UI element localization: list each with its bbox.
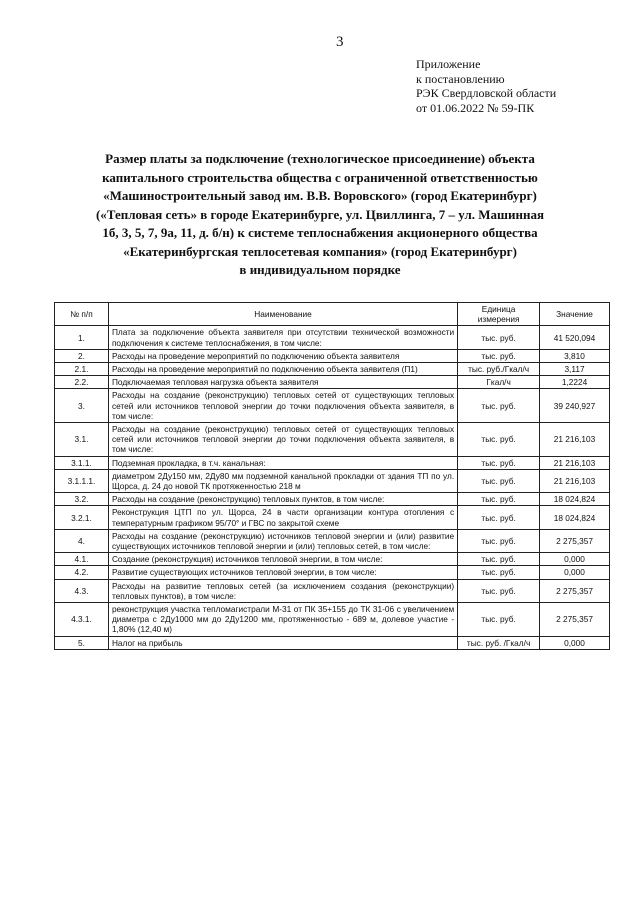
row-unit: тыс. руб. <box>458 456 540 469</box>
title-line: Размер платы за подключение (технологическое присоединение) объекта <box>105 151 535 166</box>
table-row <box>55 349 610 362</box>
appendix-block <box>416 57 556 115</box>
page-number: 3 <box>336 34 344 50</box>
document-title <box>60 150 580 280</box>
table-row <box>55 636 610 649</box>
row-unit: тыс. руб. <box>458 493 540 506</box>
row-number: 3. <box>55 389 109 423</box>
row-number: 3.1. <box>55 423 109 457</box>
row-value: 0,000 <box>540 636 610 649</box>
row-value: 3,810 <box>540 349 610 362</box>
row-unit: тыс. руб. <box>458 603 540 637</box>
row-name: Расходы на создание (реконструкцию) источников тепловой энергии и (или) развитие существующих источников тепловой энергии и (или) тепловых сетей, в том числе: <box>108 529 457 552</box>
row-number: 4.3.1. <box>55 603 109 637</box>
row-value: 39 240,927 <box>540 389 610 423</box>
title-line: «Екатеринбургская теплосетевая компания» (город Екатеринбург) <box>123 243 517 259</box>
row-value: 21 216,103 <box>540 469 610 492</box>
table-row <box>55 363 610 376</box>
row-unit: тыс. руб. <box>458 553 540 566</box>
row-unit: тыс. руб./Гкал/ч <box>458 363 540 376</box>
row-unit: тыс. руб. <box>458 423 540 457</box>
row-value: 3,117 <box>540 363 610 376</box>
row-number: 2. <box>55 349 109 362</box>
title-line: в индивидуальном порядке <box>239 262 401 277</box>
row-name: Развитие существующих источников тепловой энергии, в том числе: <box>108 566 457 579</box>
table-header-row <box>55 303 610 326</box>
row-name: Расходы на развитие тепловых сетей (за исключением создания (реконструкции) тепловых пунктов), в том числе: <box>108 579 457 602</box>
table-body <box>55 326 610 649</box>
row-value: 0,000 <box>540 566 610 579</box>
row-name: Реконструкция ЦТП по ул. Щорса, 24 в части организации контура отопления с температурным графиком 95/70° и ГВС по закрытой схеме <box>108 506 457 529</box>
header-num: № п/п <box>55 303 109 326</box>
row-number: 3.2. <box>55 493 109 506</box>
row-value: 2 275,357 <box>540 603 610 637</box>
title-line: («Тепловая сеть» в городе Екатеринбурге, ул. Цвиллинга, 7 – ул. Машинная <box>95 206 545 222</box>
row-value: 0,000 <box>540 553 610 566</box>
table-row <box>55 553 610 566</box>
row-name: Расходы на проведение мероприятий по подключению объекта заявителя <box>108 349 457 362</box>
row-number: 3.1.1. <box>55 456 109 469</box>
title-line: капитального строительства общества с ограниченной ответственностью <box>102 169 538 185</box>
row-number: 2.1. <box>55 363 109 376</box>
title-line: «Машиностроительный завод им. В.В. Воровского» (город Екатеринбург) <box>103 188 537 203</box>
row-value: 2 275,357 <box>540 579 610 602</box>
row-name: Подключаемая тепловая нагрузка объекта заявителя <box>108 376 457 389</box>
row-unit: тыс. руб. <box>458 326 540 349</box>
row-number: 5. <box>55 636 109 649</box>
table-row <box>55 469 610 492</box>
row-unit: тыс. руб. <box>458 349 540 362</box>
table-row <box>55 506 610 529</box>
table-row <box>55 326 610 349</box>
table-row <box>55 603 610 637</box>
title-line: 1б, 3, 5, 7, 9а, 11, д. б/н) к системе теплоснабжения акционерного общества <box>102 225 538 240</box>
row-name: Расходы на проведение мероприятий по подключению объекта заявителя (П1) <box>108 363 457 376</box>
row-name: Расходы на создание (реконструкцию) тепловых сетей от существующих тепловых сетей или источников тепловой энергии до точки подключения объекта заявителя, в том числе: <box>108 389 457 423</box>
row-name: Плата за подключение объекта заявителя при отсутствии технической возможности подключения к системе теплоснабжения, в том числе: <box>108 326 457 349</box>
row-name: Налог на прибыль <box>108 636 457 649</box>
row-unit: тыс. руб. <box>458 469 540 492</box>
row-number: 1. <box>55 326 109 349</box>
row-unit: Гкал/ч <box>458 376 540 389</box>
row-unit: тыс. руб. <box>458 529 540 552</box>
row-name: реконструкция участка тепломагистрали М-31 от ПК 35+155 до ТК 31-06 с увеличением диаметра с 2Ду1000 мм до 2Ду1200 мм, протяженностью - 689 м, долевое участие - 1,80% (12,40 м) <box>108 603 457 637</box>
table-row <box>55 389 610 423</box>
table-row <box>55 493 610 506</box>
row-number: 3.2.1. <box>55 506 109 529</box>
row-number: 4.1. <box>55 553 109 566</box>
table-row <box>55 423 610 457</box>
row-name: Подземная прокладка, в т.ч. канальная: <box>108 456 457 469</box>
row-value: 1,2224 <box>540 376 610 389</box>
fee-table <box>54 302 610 650</box>
row-number: 4.3. <box>55 579 109 602</box>
table-row <box>55 529 610 552</box>
row-unit: тыс. руб. <box>458 566 540 579</box>
row-value: 21 216,103 <box>540 456 610 469</box>
row-number: 4. <box>55 529 109 552</box>
row-name: диаметром 2Ду150 мм, 2Ду80 мм подземной канальной прокладки от здания ТП по ул. Щорса, д. 24 до новой ТК протяженностью 218 м <box>108 469 457 492</box>
row-value: 18 024,824 <box>540 506 610 529</box>
row-unit: тыс. руб. <box>458 579 540 602</box>
appendix-line: от 01.06.2022 № 59-ПК <box>416 100 535 115</box>
row-name: Создание (реконструкция) источников тепловой энергии, в том числе: <box>108 553 457 566</box>
appendix-line: Приложение <box>416 57 481 71</box>
row-name: Расходы на создание (реконструкцию) тепловых сетей от существующих тепловых сетей или источников тепловой энергии до точки подключения объекта заявителя, в том числе: <box>108 423 457 457</box>
header-unit: Единица измерения <box>458 303 540 326</box>
row-value: 41 520,094 <box>540 326 610 349</box>
row-unit: тыс. руб. /Гкал/ч <box>458 636 540 649</box>
row-unit: тыс. руб. <box>458 506 540 529</box>
row-value: 18 024,824 <box>540 493 610 506</box>
row-number: 4.2. <box>55 566 109 579</box>
appendix-line: к постановлению <box>416 71 505 86</box>
row-number: 3.1.1.1. <box>55 469 109 492</box>
row-value: 2 275,357 <box>540 529 610 552</box>
table-row <box>55 376 610 389</box>
appendix-line: РЭК Свердловской области <box>416 86 557 100</box>
header-value: Значение <box>540 303 610 326</box>
table-row <box>55 579 610 602</box>
row-unit: тыс. руб. <box>458 389 540 423</box>
table-row <box>55 456 610 469</box>
row-value: 21 216,103 <box>540 423 610 457</box>
header-name: Наименование <box>108 303 457 326</box>
table-row <box>55 566 610 579</box>
row-name: Расходы на создание (реконструкцию) тепловых пунктов, в том числе: <box>108 493 457 506</box>
row-number: 2.2. <box>55 376 109 389</box>
